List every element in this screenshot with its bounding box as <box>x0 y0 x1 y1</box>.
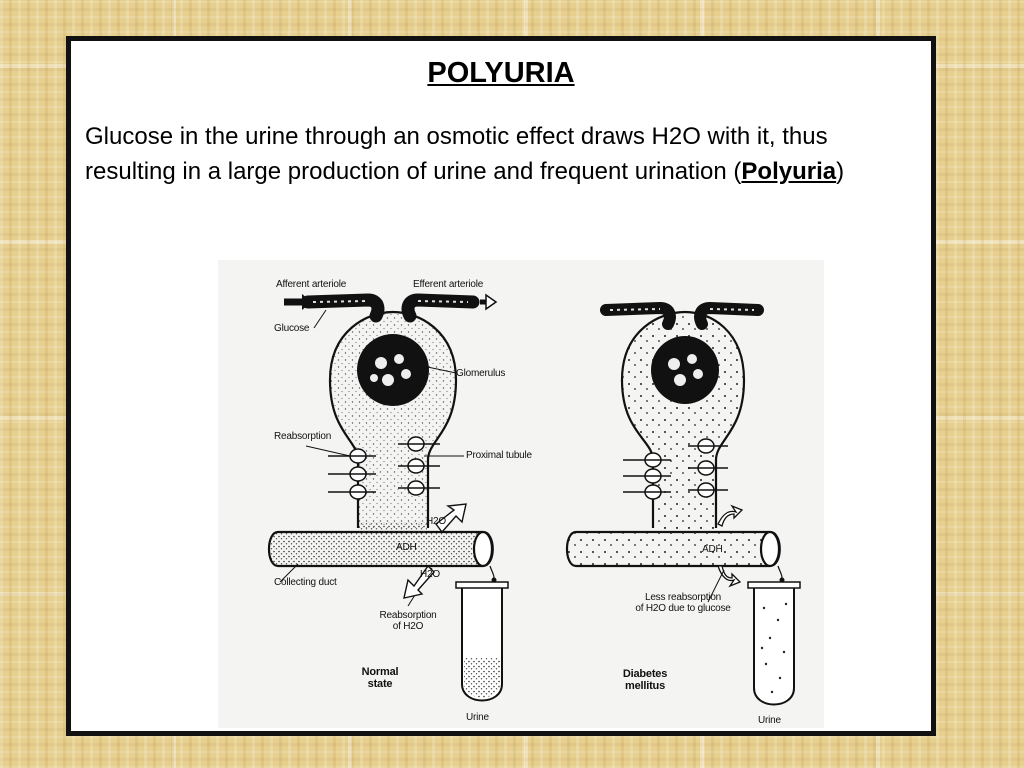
label-reabsorption-of-h2o-line2: of H2O <box>392 621 424 632</box>
label-reabsorption-of-h2o-line1: Reabsorption <box>379 610 437 621</box>
label-glucose: Glucose <box>274 323 310 334</box>
slide-title: POLYURIA <box>427 57 575 89</box>
label-diabetes-mellitus-line1: Diabetes <box>622 668 668 680</box>
slide-body-text <box>85 119 915 189</box>
normal-nephron <box>269 294 508 701</box>
label-glomerulus: Glomerulus <box>456 368 506 379</box>
label-reabsorption: Reabsorption <box>274 431 332 442</box>
label-adh-left: ADH <box>396 542 417 553</box>
diabetes-nephron <box>567 308 800 705</box>
label-diabetes-mellitus <box>610 668 680 692</box>
label-h2o-top: H2O <box>426 516 446 527</box>
label-less-reabsorption-line1: Less reabsorption <box>644 592 722 603</box>
label-h2o-bottom: H2O <box>420 569 440 580</box>
label-proximal-tubule: Proximal tubule <box>466 450 532 461</box>
label-urine-diabetes: Urine <box>758 715 781 726</box>
label-efferent-arteriole: Efferent arteriole <box>413 279 484 290</box>
label-normal-state-line1: Normal <box>361 666 399 678</box>
label-collecting-duct: Collecting duct <box>274 577 337 588</box>
label-reabsorption-of-h2o <box>368 610 448 632</box>
slide-panel <box>66 36 936 736</box>
label-urine-normal: Urine <box>466 712 489 723</box>
label-diabetes-mellitus-line2: mellitus <box>625 680 665 692</box>
label-adh-right: ADH <box>702 544 723 555</box>
body-text-emphasis: Polyuria <box>741 158 837 185</box>
label-normal-state <box>348 666 412 690</box>
body-text-main: Glucose in the urine through an osmotic effect draws H2O with it, thus resulting in a large production of urine and frequent urination ( <box>85 123 828 185</box>
body-text-end: ) <box>836 158 845 185</box>
label-less-reabsorption-line2: of H2O due to glucose <box>635 603 731 614</box>
label-afferent-arteriole: Afferent arteriole <box>276 279 347 290</box>
label-normal-state-line2: state <box>367 678 393 690</box>
nephron-diagram <box>218 260 824 728</box>
label-less-reabsorption <box>618 592 748 614</box>
